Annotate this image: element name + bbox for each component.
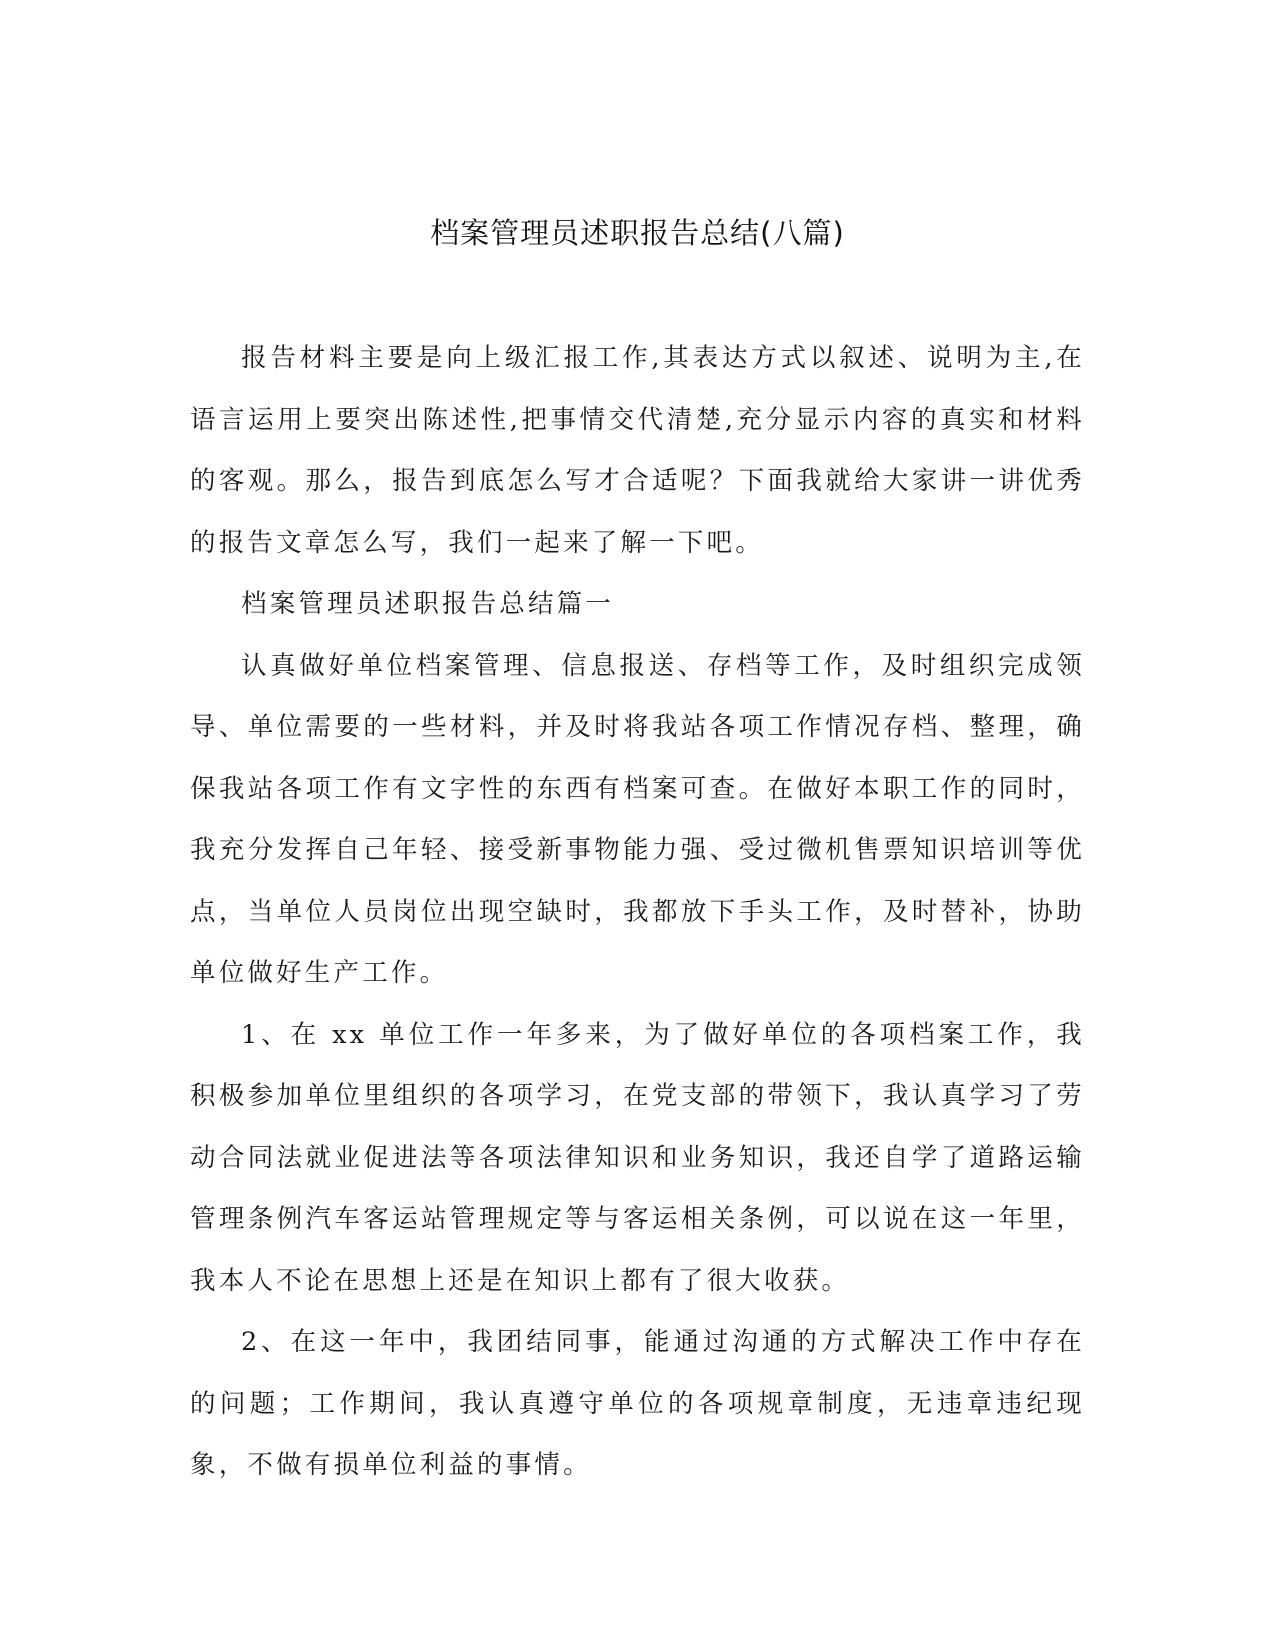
document-title: 档案管理员述职报告总结(八篇) bbox=[430, 216, 845, 250]
numbered-paragraph-2: 2、在这一年中，我团结同事，能通过沟通的方式解决工作中存在的问题；工作期间，我认真遵守单位的各项规章制度，无违章违纪现象，不做有损单位利益的事情。 bbox=[190, 1327, 1085, 1480]
document-body bbox=[190, 328, 1085, 1497]
numbered-paragraph-1: 1、在 xx 单位工作一年多来，为了做好单位的各项档案工作，我积极参加单位里组织的各项学习，在党支部的带领下，我认真学习了劳动合同法就业促进法等各项法律知识和业务知识，我还自学了道路运输管理条例汽车客运站管理规定等与客运相关条例，可以说在这一年里，我本人不论在思想上还是在知识上都有了很大收获。 bbox=[190, 1019, 1085, 1296]
intro-paragraph: 报告材料主要是向上级汇报工作,其表达方式以叙述、说明为主,在语言运用上要突出陈述性,把事情交代清楚,充分显示内容的真实和材料的客观。那么，报告到底怎么写才合适呢？下面我就给大家讲一讲优秀的报告文章怎么写，我们一起来了解一下吧。 bbox=[190, 343, 1085, 558]
section-heading: 档案管理员述职报告总结篇一 bbox=[241, 589, 615, 619]
body-paragraph: 认真做好单位档案管理、信息报送、存档等工作，及时组织完成领导、单位需要的一些材料，并及时将我站各项工作情况存档、整理，确保我站各项工作有文字性的东西有档案可查。在做好本职工作的同时，我充分发挥自己年轻、接受新事物能力强、受过微机售票知识培训等优点，当单位人员岗位出现空缺时，我都放下手头工作，及时替补，协助单位做好生产工作。 bbox=[190, 650, 1085, 988]
